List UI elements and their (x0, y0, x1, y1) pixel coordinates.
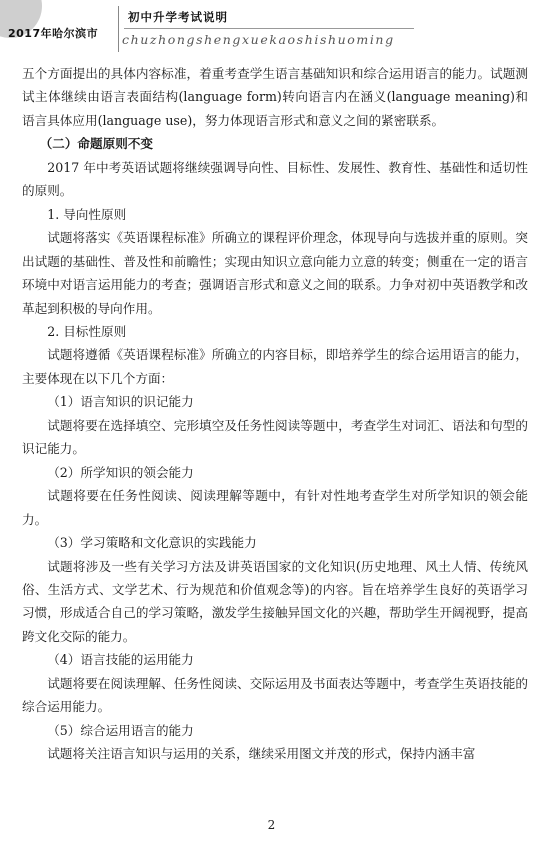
body-text (22, 62, 528, 766)
list-item-heading: （3）学习策略和文化意识的实践能力 (47, 535, 257, 551)
paragraph: 试题将要在阅读理解、任务性阅读、交际运用及书面表达等题中，考查学生英语技能的综合运用能力。 (22, 675, 528, 715)
paragraph: 试题将遵循《英语课程标准》所确立的内容目标，即培养学生的综合运用语言的能力，主要体现在以下几个方面： (22, 347, 528, 386)
list-item-heading: （1）语言知识的识记能力 (47, 394, 194, 410)
section-heading: （二）命题原则不变 (39, 136, 153, 152)
paragraph: 试题将要在任务性阅读、阅读理解等题中，有针对性地考查学生对所学知识的领会能力。 (22, 488, 528, 527)
subheading: 1. 导向性原则 (47, 206, 127, 222)
paragraph: 试题将要在选择填空、完形填空及任务性阅读等题中，考查学生对词汇、语法和句型的识记能力。 (22, 417, 528, 457)
header-horizontal-rule (124, 28, 414, 29)
paragraph: 2017 年中考英语试题将继续强调导向性、目标性、发展性、教育性、基础性和适切性的原则。 (22, 159, 528, 199)
header-vertical-rule (118, 6, 119, 52)
list-item-heading: （2）所学知识的领会能力 (47, 464, 194, 480)
paragraph: 试题将涉及一些有关学习方法及讲英语国家的文化知识(历史地理、风土人情、传统风俗、生活方式、文学艺术、行为规范和价值观念等)的内容。旨在培养学生良好的英语学习习惯，形成适合自己的学习策略，激发学生接触异国文化的兴趣，帮助学生开阔视野，提高跨文化交际的能力。 (22, 558, 528, 644)
paragraph: 五个方面提出的具体内容标准，着重考查学生语言基础知识和综合运用语言的能力。试题测试主体继续由语言表面结构(language form)转向语言内在涵义(language meaning)和语言具体应用(language use)，努力体现语言形式和意义之间的紧密联系。 (22, 66, 528, 128)
page-number: 2 (267, 818, 276, 832)
paragraph: 试题将关注语言知识与运用的关系，继续采用图文并茂的形式，保持内涵丰富 (47, 746, 476, 762)
list-item-heading: （5）综合运用语言的能力 (47, 722, 194, 738)
header-year-city: 2017年哈尔滨市 (8, 27, 99, 40)
paragraph: 试题将落实《英语课程标准》所确立的课程评价理念，体现导向与选拔并重的原则。突出试题的基础性、普及性和前瞻性；实现由知识立意向能力立意的转变；侧重在一定的语言环境中对语言运用能力的考查；强调语言形式和意义之间的联系。力争对初中英语教学和改革起到积极的导向作用。 (22, 230, 528, 316)
page-header (0, 0, 543, 60)
list-item-heading: （4）语言技能的运用能力 (47, 652, 194, 668)
header-pinyin: chuzhongshengxuekaoshishuoming (122, 32, 395, 47)
subheading: 2. 目标性原则 (47, 323, 127, 339)
header-title: 初中升学考试说明 (128, 10, 228, 24)
